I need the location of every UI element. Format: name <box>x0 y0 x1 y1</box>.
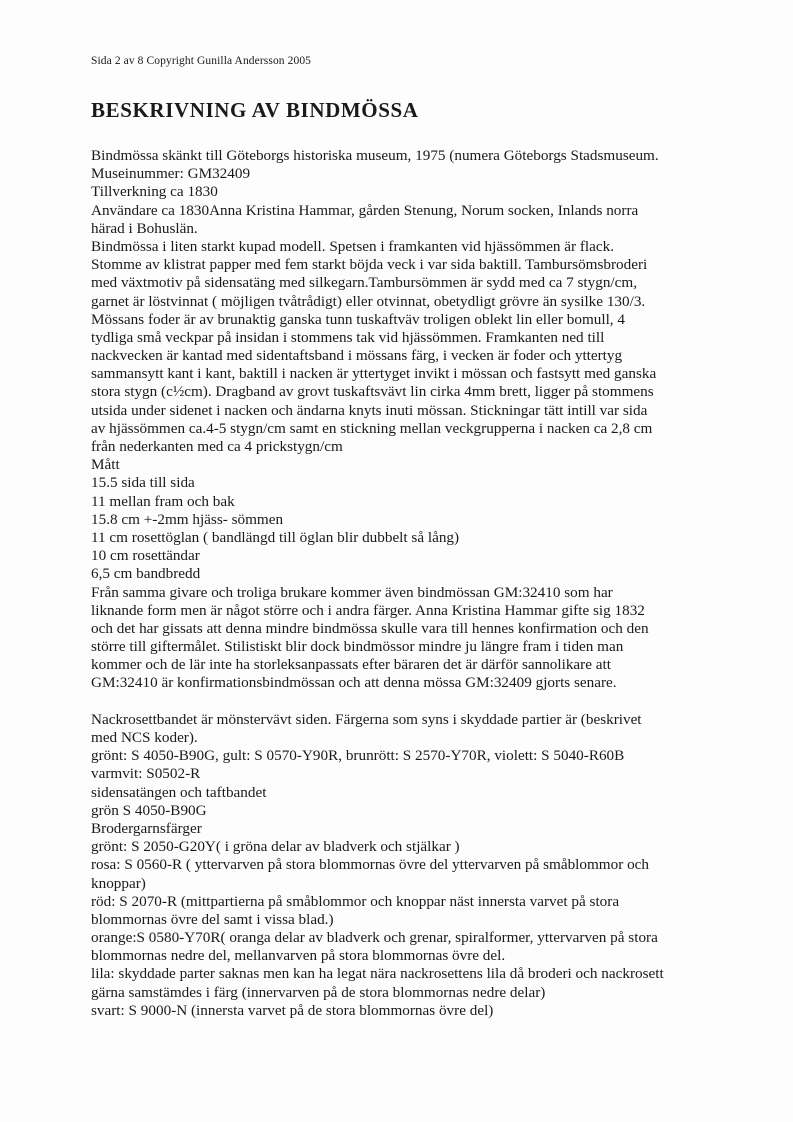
text-line: av hjässömmen ca.4-5 stygn/cm samt en stickning mellan veckgrupperna i nacken ca 2,8 cm <box>91 419 653 437</box>
measurement-item: 15.5 sida till sida <box>91 474 195 492</box>
text-line: med NCS koder). <box>91 729 198 746</box>
text-line: härad i Bohuslän. <box>91 219 198 237</box>
text-line: större till giftermålet. Stilistiskt blir dock bindmössor mindre ju längre fram i tiden man <box>91 638 624 656</box>
measurement-item: 11 mellan fram och bak <box>91 492 235 510</box>
color-code-line: orange:S 0580-Y70R( oranga delar av bladverk och grenar, spiralformer, yttervarven på stora <box>91 929 658 947</box>
text-line: knoppar) <box>91 874 146 892</box>
measurement-item: 15.8 cm +-2mm hjäss- sömmen <box>91 510 284 528</box>
text-line: tydliga små veckpar på insidan i stommens tak vid hjässömmen. Framkanten ned till <box>91 328 605 346</box>
text-line: Stomme av klistrat papper med fem starkt böjda veck i var sida baktill. Tambursömsbroderi <box>91 256 648 274</box>
text-line: Museinummer: GM32409 <box>91 165 251 183</box>
text-line: sidensatängen och taftbandet <box>91 783 267 801</box>
text-line: garnet är löstvinnat ( möjligen tvåtrådigt) eller otvinnat, obetydligt grövre än sysilke 130/3. <box>91 292 646 310</box>
color-code-line: grönt: S 2050-G20Y( i gröna delar av bladverk och stjälkar ) <box>91 838 460 856</box>
color-code-line: grönt: S 4050-B90G, gult: S 0570-Y90R, brunrött: S 2570-Y70R, violett: S 5040-R60B <box>91 747 625 765</box>
text-line: Användare ca 1830Anna Kristina Hammar, gården Stenung, Norum socken, Inlands norra <box>91 201 639 219</box>
measurement-item: 10 cm rosettändar <box>91 547 200 565</box>
color-code-line: lila: skyddade parter saknas men kan ha legat nära nackrosettens lila då broderi och nackrosett <box>91 965 664 983</box>
text-line: och det har gissats att denna mindre bindmössa skulle vara till hennes konfirmation och den <box>91 619 649 637</box>
text-line: Bindmössa i liten starkt kupad modell. Spetsen i framkanten vid hjässömmen är flack. <box>91 237 615 255</box>
text-line: blommornas övre del samt i vissa blad.) <box>91 910 334 928</box>
color-code-line: rosa: S 0560-R ( yttervarven på stora blommornas övre del yttervarven på småblommor och <box>91 856 649 874</box>
text-line: nackvecken är kantad med sidentaftsband i mössans färg, i vecken är foder och yttertyg <box>91 347 623 365</box>
document-body <box>91 147 771 1020</box>
text-line: liknande form men är något större och i andra färger. Anna Kristina Hammar gifte sig 1832 <box>91 601 645 619</box>
color-code-line: grön S 4050-B90G <box>91 801 207 819</box>
color-code-line: röd: S 2070-R (mittpartierna på småblommor och knoppar näst innersta varvet på stora <box>91 892 620 910</box>
text-line: kommer och de lär inte ha storleksanpassats efter bäraren det är därför sannolikare att <box>91 656 611 674</box>
measurement-item: 11 cm rosettöglan ( bandlängd till öglan blir dubbelt så lång) <box>91 528 460 546</box>
measurements-heading: Mått <box>91 456 120 474</box>
page-title: BESKRIVNING AV BINDMÖSSA <box>91 98 419 122</box>
color-code-line: varmvit: S0502-R <box>91 765 201 783</box>
text-line: Nackrosettbandet är mönstervävt siden. Färgerna som syns i skyddade partier är (beskrivet <box>91 710 642 728</box>
text-line: utsida under sidenet i nacken och ändarna knyts inuti mössan. Stickningar tätt intill var sida <box>91 401 648 419</box>
text-line: Från samma givare och troliga brukare kommer även bindmössan GM:32410 som har <box>91 583 613 601</box>
text-line: sammansytt kant i kant, baktill i nacken är yttertyget invikt i mössan och fastsytt med ganska <box>91 365 657 383</box>
description-block <box>91 147 771 693</box>
embroidery-colors-heading: Brodergarnsfärger <box>91 819 202 837</box>
colors-block <box>91 711 771 1020</box>
text-line: från nederkanten med ca 4 prickstygn/cm <box>91 438 343 455</box>
text-line: stora stygn (c½cm). Dragband av grovt tuskaftsvävt lin cirka 4mm brett, ligger på stommens <box>91 383 654 401</box>
text-line: gärna samstämdes i färg (innervarven på de stora blommornas nedre delar) <box>91 983 546 1001</box>
page-header: Sida 2 av 8 Copyright Gunilla Andersson 2005 <box>91 55 312 67</box>
text-line: Tillverkning ca 1830 <box>91 183 218 201</box>
text-line: GM:32410 är konfirmationsbindmössan och att denna mössa GM:32409 gjorts senare. <box>91 674 617 692</box>
text-line: Mössans foder är av brunaktig ganska tunn tuskaftväv troligen oblekt lin eller bomull, 4 <box>91 310 625 328</box>
text-line: blommornas nedre del, mellanvarven på stora blommornas övre del. <box>91 947 506 965</box>
text-line: Bindmössa skänkt till Göteborgs historiska museum, 1975 (numera Göteborgs Stadsmuseum. <box>91 147 659 164</box>
paragraph-spacer <box>91 693 771 711</box>
text-line: med växtmotiv på sidensatäng med silkegarn.Tambursömmen är sydd med ca 7 stygn/cm, <box>91 274 637 292</box>
color-code-line: svart: S 9000-N (innersta varvet på de stora blommornas övre del) <box>91 1001 494 1019</box>
measurement-item: 6,5 cm bandbredd <box>91 565 201 583</box>
